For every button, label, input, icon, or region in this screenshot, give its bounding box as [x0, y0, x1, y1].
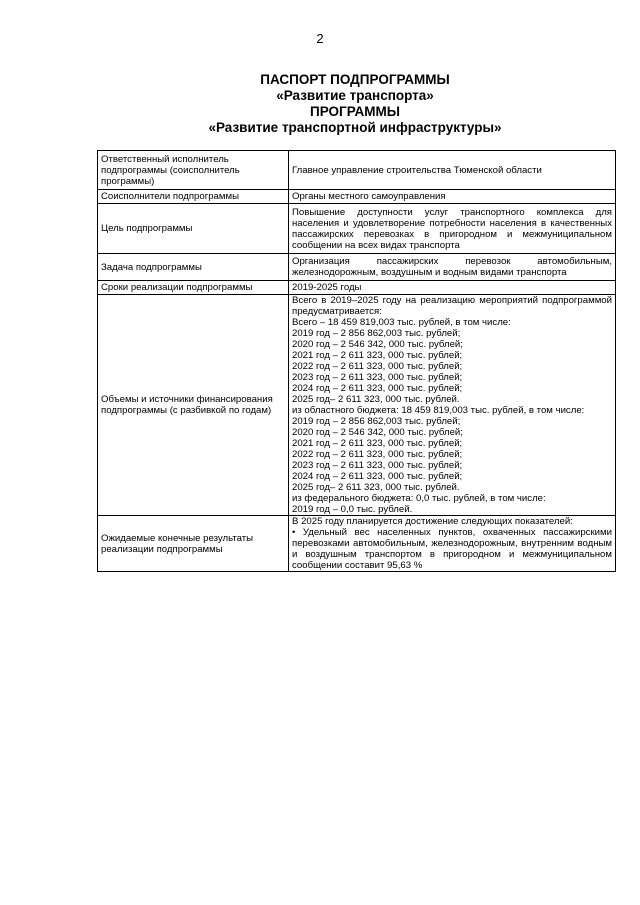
funding-total-2019: 2019 год – 2 856 862,003 тыс. рублей;	[292, 328, 461, 339]
funding-regional-2019: 2019 год – 2 856 862,003 тыс. рублей;	[292, 416, 461, 427]
value-responsible: Главное управление строительства Тюменской области	[289, 151, 616, 190]
value-funding	[289, 295, 616, 516]
funding-total-2024: 2024 год – 2 611 323, 000 тыс. рублей;	[292, 383, 463, 394]
value-results	[289, 516, 616, 572]
funding-total-2022: 2022 год – 2 611 323, 000 тыс. рублей;	[292, 361, 463, 372]
funding-federal-2019: 2019 год – 0,0 тыс. рублей.	[292, 504, 413, 515]
results-item: • Удельный вес населенных пунктов, охваченных пассажирскими перевозками автомобильным, железнодорожным, внутренним водным и воздушным транспортом в пригородном и межмуниципальном сообщении составит 95,63 %	[292, 527, 612, 571]
results-intro: В 2025 году планируется достижение следующих показателей:	[292, 516, 573, 527]
funding-regional-2020: 2020 год – 2 546 342, 000 тыс. рублей;	[292, 427, 463, 438]
row-responsible	[98, 151, 616, 190]
title-line-2: «Развитие транспорта»	[276, 88, 434, 103]
funding-regional-2023: 2023 год – 2 611 323, 000 тыс. рублей;	[292, 460, 463, 471]
value-coexecutors: Органы местного самоуправления	[289, 190, 616, 204]
label-funding: Объемы и источники финансирования подпрограммы (с разбивкой по годам)	[98, 295, 289, 516]
funding-federal: из федерального бюджета: 0,0 тыс. рублей, в том числе:	[292, 493, 546, 504]
label-terms: Сроки реализации подпрограммы	[98, 281, 289, 295]
funding-regional-2022: 2022 год – 2 611 323, 000 тыс. рублей;	[292, 449, 463, 460]
document-title	[60, 72, 640, 136]
funding-total-2021: 2021 год – 2 611 323, 000 тыс. рублей;	[292, 350, 463, 361]
row-funding	[98, 295, 616, 516]
value-terms: 2019-2025 годы	[289, 281, 616, 295]
title-line-4: «Развитие транспортной инфраструктуры»	[208, 120, 502, 135]
funding-regional-2025: 2025 год– 2 611 323, 000 тыс. рублей.	[292, 482, 460, 493]
passport-table	[97, 150, 616, 572]
label-results: Ожидаемые конечные результаты реализации подпрограммы	[98, 516, 289, 572]
row-coexecutors	[98, 190, 616, 204]
row-results	[98, 516, 616, 572]
page-number: 2	[316, 31, 324, 46]
label-task: Задача подпрограммы	[98, 254, 289, 281]
label-goal: Цель подпрограммы	[98, 204, 289, 254]
funding-total-2020: 2020 год – 2 546 342, 000 тыс. рублей;	[292, 339, 463, 350]
row-goal	[98, 204, 616, 254]
title-line-3: ПРОГРАММЫ	[310, 104, 400, 119]
label-responsible: Ответственный исполнитель подпрограммы (соисполнитель программы)	[98, 151, 289, 190]
title-line-1: ПАСПОРТ ПОДПРОГРАММЫ	[260, 72, 450, 87]
funding-regional: из областного бюджета: 18 459 819,003 тыс. рублей, в том числе:	[292, 405, 585, 416]
row-task	[98, 254, 616, 281]
funding-intro: Всего в 2019–2025 году на реализацию мероприятий подпрограммой предусматривается:	[292, 295, 612, 317]
label-coexecutors: Соисполнители подпрограммы	[98, 190, 289, 204]
row-terms	[98, 281, 616, 295]
funding-total-2025: 2025 год– 2 611 323, 000 тыс. рублей.	[292, 394, 460, 405]
funding-total-2023: 2023 год – 2 611 323, 000 тыс. рублей;	[292, 372, 463, 383]
funding-regional-2024: 2024 год – 2 611 323, 000 тыс. рублей;	[292, 471, 463, 482]
funding-regional-2021: 2021 год – 2 611 323, 000 тыс. рублей;	[292, 438, 463, 449]
funding-total: Всего – 18 459 819,003 тыс. рублей, в том числе:	[292, 317, 511, 328]
value-task: Организация пассажирских перевозок автомобильным, железнодорожным, воздушным и водным видами транспорта	[289, 254, 616, 281]
value-goal: Повышение доступности услуг транспортного комплекса для населения и удовлетворение потребности населения в качественных пассажирских перевозках в пригородном и межмуниципальном сообщении на всех видах транспорта	[289, 204, 616, 254]
